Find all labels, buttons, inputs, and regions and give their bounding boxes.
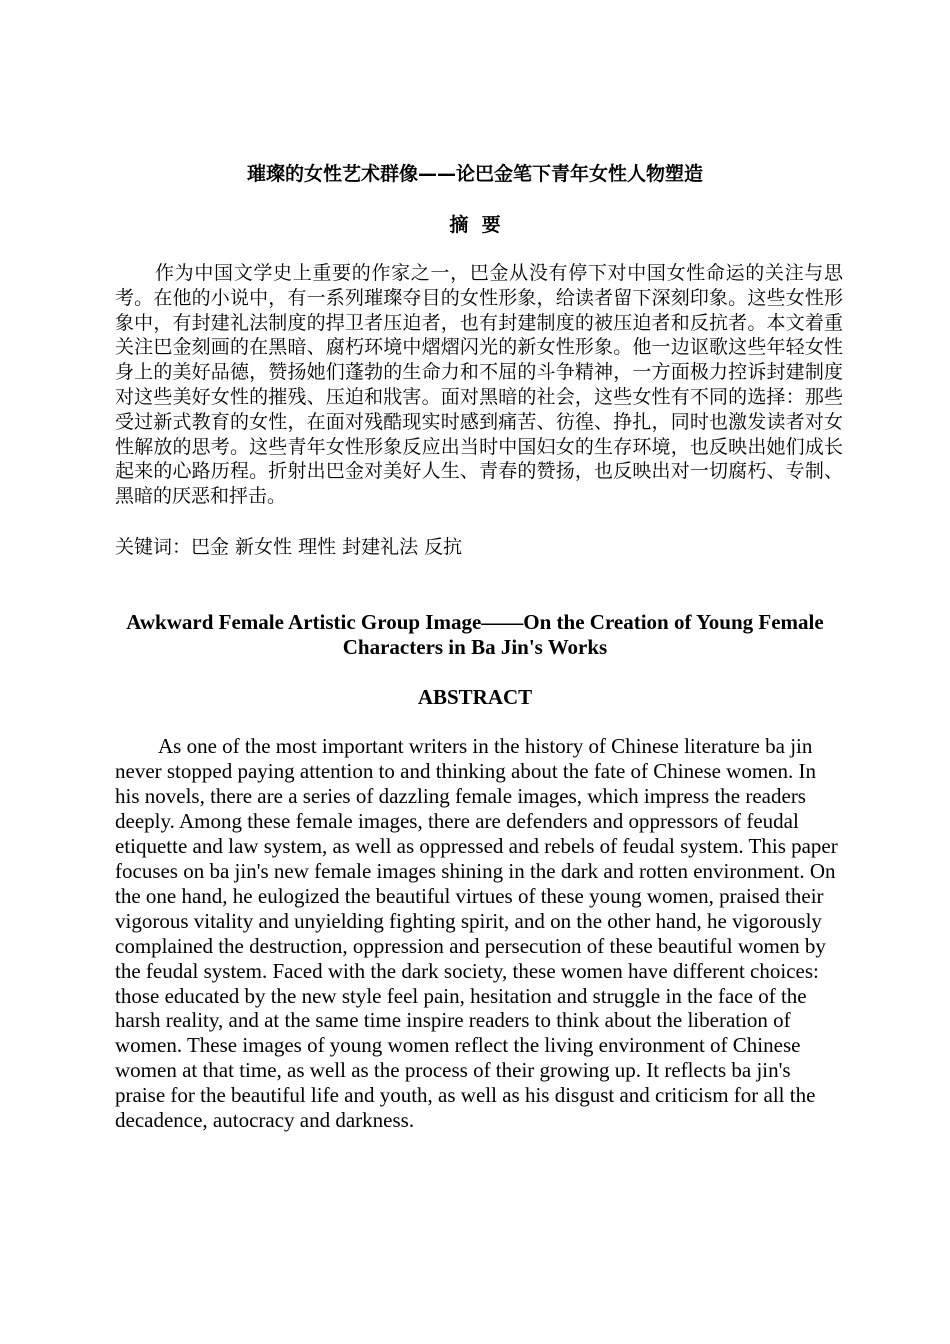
english-title: Awkward Female Artistic Group Image——On the Creation of Young Female Characters in Ba Jin's Works: [126, 610, 824, 659]
english-abstract-heading: ABSTRACT: [417, 685, 533, 709]
chinese-title: 璀璨的女性艺术群像——论巴金笔下青年女性人物塑造: [246, 163, 703, 185]
english-abstract-body: As one of the most important writers in the history of Chinese literature ba jin never stopped paying attention to and thinking about the fate of Chinese women. In his novels, there are a series of dazzling female images, which impress the readers deeply. Among these female images, there are defenders and oppressors of feudal etiquette and law system, as well as oppressed and rebels of feudal system. This paper focuses on ba jin's new female images shining in the dark and rotten environment. On the one hand, he eulogized the beautiful virtues of these young women, praised their vigorous vitality and unyielding fighting spirit, and on the other hand, he vigorously complained the destruction, oppression and persecution of these beautiful women by the feudal system. Faced with the dark society, these women have different choices: those educated by the new style feel pain, hesitation and struggle in the face of the harsh reality, and at the same time inspire readers to think about the liberation of women. These images of young women reflect the living environment of Chinese women at that time, as well as the process of their growing up. It reflects ba jin's praise for the beautiful life and youth, as well as his disgust and criticism for all the decadence, autocracy and darkness.: [115, 734, 838, 1133]
chinese-keywords-label: 关键词：: [115, 536, 192, 558]
chinese-keywords-list: 巴金 新女性 理性 封建礼法 反抗: [191, 536, 463, 558]
chinese-keywords-line: [115, 535, 843, 560]
chinese-abstract-heading: 摘 要: [449, 214, 501, 236]
chinese-abstract-body: 作为中国文学史上重要的作家之一，巴金从没有停下对中国女性命运的关注与思考。在他的小说中，有一系列璀璨夺目的女性形象，给读者留下深刻印象。这些女性形象中，有封建礼法制度的捍卫者压迫者，也有封建制度的被压迫者和反抗者。本文着重关注巴金刻画的在黑暗、腐朽环境中熠熠闪光的新女性形象。他一边讴歌这些年轻女性身上的美好品德，赞扬她们蓬勃的生命力和不屈的斗争精神，一方面极力控诉封建制度对这些美好女性的摧残、压迫和戕害。面对黑暗的社会，这些女性有不同的选择：那些受过新式教育的女性，在面对残酷现实时感到痛苦、彷徨、挣扎，同时也激发读者对女性解放的思考。这些青年女性形象反应出当时中国妇女的生存环境，也反映出她们成长起来的心路历程。折射出巴金对美好人生、青春的赞扬，也反映出对一切腐朽、专制、黑暗的厌恶和抨击。: [115, 262, 843, 508]
